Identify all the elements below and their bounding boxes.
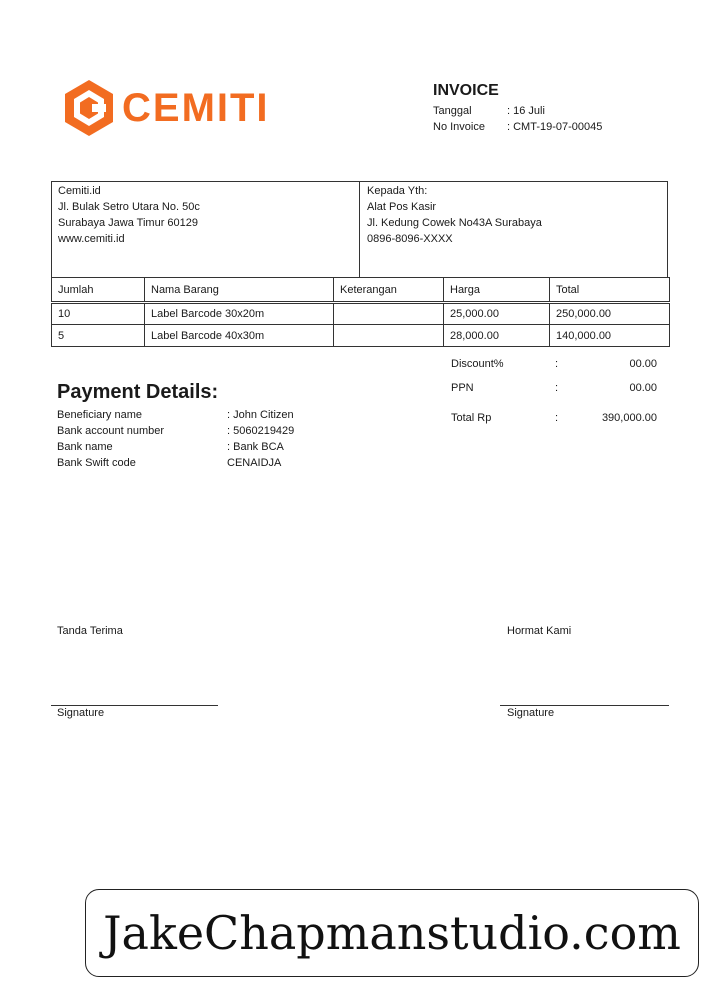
receiver-signature-line <box>51 705 218 706</box>
payment-value: CENAIDJA <box>227 457 282 469</box>
watermark-text: JakeChapmanstudio.com <box>103 906 681 960</box>
table-cell: Label Barcode 40x30m <box>145 325 334 347</box>
date-value: : 16 Juli <box>507 105 545 117</box>
company-logo <box>62 78 282 140</box>
table-cell: 10 <box>52 303 145 325</box>
discount-label: Discount% <box>451 358 504 370</box>
payment-row <box>57 455 294 471</box>
invoice-title: INVOICE <box>433 82 499 99</box>
column-header: Nama Barang <box>145 278 334 303</box>
invoice-number-value: : CMT-19-07-00045 <box>507 121 603 133</box>
payment-label: Beneficiary name <box>57 409 142 421</box>
total-label: Total Rp <box>451 412 492 424</box>
recipient-line: Alat Pos Kasir <box>367 201 437 213</box>
total-value: 390,000.00 <box>601 412 657 424</box>
recipient-address <box>367 183 542 247</box>
payment-label: Bank name <box>57 441 113 453</box>
table-cell: 250,000.00 <box>550 303 670 325</box>
payment-details <box>57 407 294 471</box>
receiver-signature-title: Tanda Terima <box>57 625 123 637</box>
table-row <box>52 303 670 325</box>
sender-signature-title: Hormat Kami <box>507 625 572 637</box>
table-cell: 140,000.00 <box>550 325 670 347</box>
separator: : <box>555 412 559 424</box>
sender-line: Jl. Bulak Setro Utara No. 50c <box>58 201 200 213</box>
payment-value: : 5060219429 <box>227 425 295 437</box>
items-table <box>51 277 670 347</box>
sender-line: Cemiti.id <box>58 185 101 197</box>
recipient-line: Kepada Yth: <box>367 185 428 197</box>
table-cell: Label Barcode 30x20m <box>145 303 334 325</box>
totals-block <box>451 358 661 428</box>
recipient-line: 0896-8096-XXXX <box>367 233 453 245</box>
tax-label: PPN <box>451 382 474 394</box>
table-cell <box>334 303 444 325</box>
column-header: Jumlah <box>52 278 145 303</box>
payment-title: Payment Details: <box>57 381 219 403</box>
payment-label: Bank account number <box>57 425 165 437</box>
address-box <box>51 181 668 278</box>
payment-value: : Bank BCA <box>227 441 284 453</box>
table-cell <box>334 325 444 347</box>
total-row <box>451 412 661 428</box>
watermark-box <box>85 889 699 977</box>
column-header: Keterangan <box>334 278 444 303</box>
table-cell: 25,000.00 <box>444 303 550 325</box>
separator: : <box>555 358 559 370</box>
sender-line: Surabaya Jawa Timur 60129 <box>58 217 199 229</box>
table-cell: 28,000.00 <box>444 325 550 347</box>
tax-value: 00.00 <box>629 382 657 394</box>
cemiti-logo-icon <box>62 78 116 138</box>
payment-row <box>57 423 294 439</box>
sender-line: www.cemiti.id <box>58 233 125 245</box>
payment-value: : John Citizen <box>227 409 294 421</box>
invoice-number-label: No Invoice <box>433 121 485 133</box>
column-header: Harga <box>444 278 550 303</box>
sender-signature-caption: Signature <box>507 707 555 719</box>
date-label: Tanggal <box>433 105 472 117</box>
table-row <box>52 325 670 347</box>
payment-row <box>57 407 294 423</box>
payment-row <box>57 439 294 455</box>
column-header: Total <box>550 278 670 303</box>
invoice-meta <box>433 103 602 135</box>
company-name: CEMITI <box>122 86 270 130</box>
payment-label: Bank Swift code <box>57 457 136 469</box>
recipient-line: Jl. Kedung Cowek No43A Surabaya <box>367 217 542 229</box>
sender-address <box>58 183 200 247</box>
discount-row <box>451 358 661 374</box>
table-cell: 5 <box>52 325 145 347</box>
separator: : <box>555 382 559 394</box>
discount-value: 00.00 <box>629 358 657 370</box>
receiver-signature-caption: Signature <box>57 707 105 719</box>
sender-signature-line <box>500 705 669 706</box>
table-header-row <box>52 278 670 303</box>
address-divider <box>359 182 360 278</box>
tax-row <box>451 382 661 398</box>
